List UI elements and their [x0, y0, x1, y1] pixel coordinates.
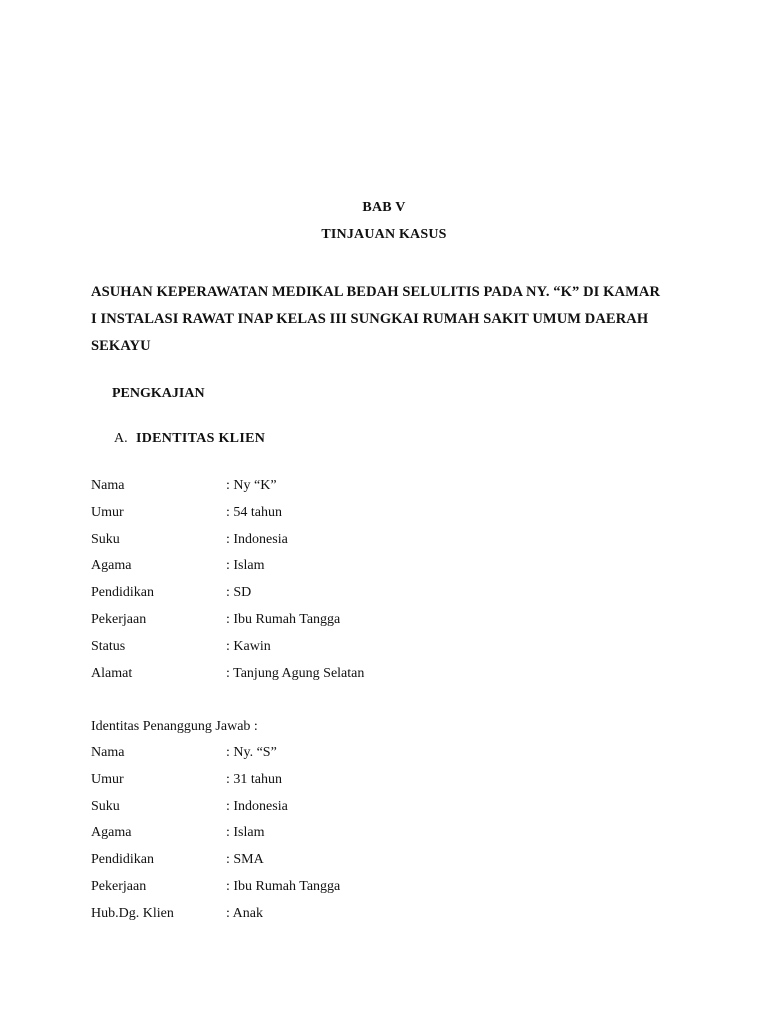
title-line-3: SEKAYU — [91, 338, 151, 354]
title-line-2: I INSTALASI RAWAT INAP KELAS III SUNGKAI RUMAH SAKIT UMUM DAERAH — [91, 311, 649, 327]
field-value: : Ny. “S” — [226, 745, 277, 760]
table-row — [91, 820, 591, 847]
field-label: Agama — [91, 558, 132, 574]
field-value: : SMA — [226, 852, 264, 868]
field-value: : Indonesia — [226, 531, 288, 547]
penanggung-jawab-heading: Identitas Penanggung Jawab : — [91, 719, 258, 734]
field-label: Suku — [91, 798, 120, 814]
field-label: Agama — [91, 825, 132, 841]
title-line-1: ASUHAN KEPERAWATAN MEDIKAL BEDAH SELULITIS PADA NY. “K” DI KAMAR — [91, 284, 661, 300]
klien-identity-table — [91, 473, 591, 687]
field-value: : Anak — [226, 905, 263, 921]
subsection-heading — [114, 431, 265, 447]
document-title — [91, 279, 691, 360]
table-row — [91, 874, 591, 901]
table-row — [91, 553, 591, 580]
field-label: Nama — [91, 745, 125, 760]
field-value: : 54 tahun — [226, 504, 282, 520]
subsection-letter: A. — [114, 431, 128, 446]
table-row — [91, 527, 591, 554]
table-row — [91, 634, 591, 661]
table-row — [91, 661, 591, 688]
field-value: : Ny “K” — [226, 478, 277, 493]
table-row — [91, 473, 591, 500]
table-row — [91, 607, 591, 634]
field-value: : Indonesia — [226, 798, 288, 814]
field-label: Nama — [91, 478, 125, 493]
table-row — [91, 500, 591, 527]
section-heading-pengkajian: PENGKAJIAN — [112, 386, 205, 401]
field-label: Status — [91, 638, 126, 654]
field-label: Pendidikan — [91, 585, 154, 601]
field-value: : Ibu Rumah Tangga — [226, 878, 341, 894]
chapter-title: TINJAUAN KASUS — [321, 227, 447, 242]
chapter-number: BAB V — [362, 200, 406, 215]
field-value: : Kawin — [226, 638, 271, 654]
table-row — [91, 767, 591, 794]
field-value: : Tanjung Agung Selatan — [226, 665, 365, 681]
table-row — [91, 847, 591, 874]
field-label: Suku — [91, 531, 120, 547]
field-value: : 31 tahun — [226, 771, 282, 787]
field-label: Pekerjaan — [91, 611, 147, 627]
field-label: Pendidikan — [91, 852, 154, 868]
subsection-label: IDENTITAS KLIEN — [136, 431, 266, 446]
penanggung-jawab-table — [91, 740, 591, 928]
table-row — [91, 740, 591, 767]
field-label: Hub.Dg. Klien — [91, 905, 174, 921]
table-row — [91, 794, 591, 821]
field-value: : SD — [226, 585, 252, 601]
field-value: : Ibu Rumah Tangga — [226, 611, 341, 627]
field-label: Umur — [91, 771, 124, 787]
field-label: Pekerjaan — [91, 878, 147, 894]
field-label: Umur — [91, 504, 124, 520]
table-row — [91, 901, 591, 928]
field-value: : Islam — [226, 558, 265, 574]
field-label: Alamat — [91, 665, 133, 681]
field-value: : Islam — [226, 825, 265, 841]
table-row — [91, 580, 591, 607]
